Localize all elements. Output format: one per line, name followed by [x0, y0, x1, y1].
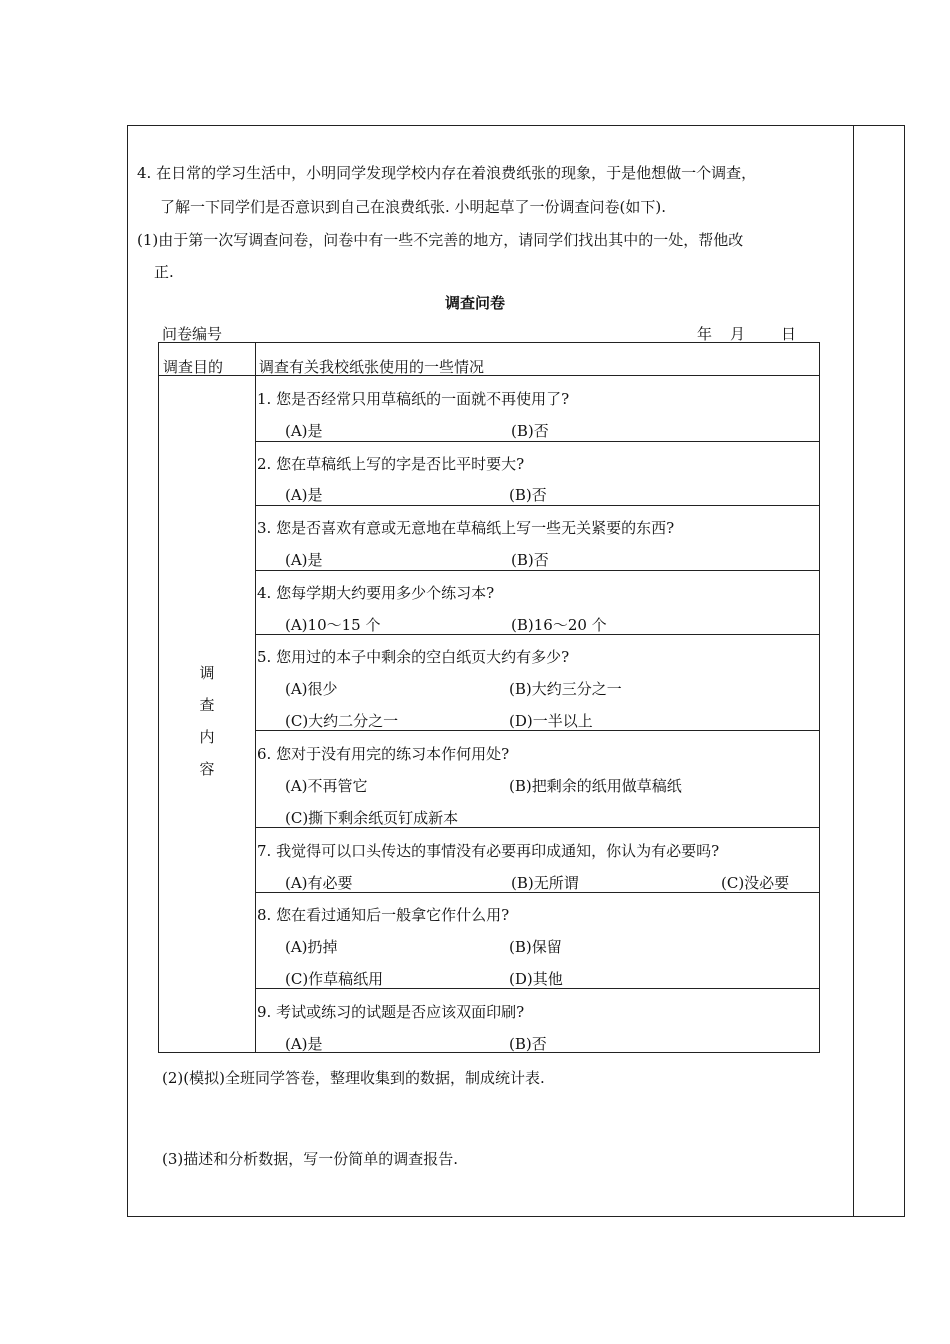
survey-title: 调查问卷 — [444, 294, 505, 312]
survey-number-label: 问卷编号 — [162, 325, 223, 343]
question-2-text: 2. 您在草稿纸上写的字是否比平时要大? — [257, 455, 525, 473]
question-1-text: 1. 您是否经常只用草稿纸的一面就不再使用了? — [257, 390, 570, 408]
question-5-option-d: (D)一半以上 — [509, 712, 593, 730]
part2-text: (2)(模拟)全班同学答卷，整理收集到的数据，制成统计表. — [162, 1069, 545, 1087]
question-7-text: 7. 我觉得可以口头传达的事情没有必要再印成通知，你认为有必要吗? — [257, 842, 720, 860]
purpose-label: 调查目的 — [163, 358, 224, 376]
question-5-option-b: (B)大约三分之一 — [509, 680, 622, 698]
part3-text: (3)描述和分析数据，写一份简单的调查报告. — [162, 1150, 459, 1168]
question-9-text: 9. 考试或练习的试题是否应该双面印刷? — [257, 1003, 525, 1021]
question-4-text: 4. 您每学期大约要用多少个练习本? — [257, 584, 495, 602]
table-row-divider — [255, 570, 819, 571]
question-1-option-b: (B)否 — [511, 422, 549, 440]
question-4-option-b: (B)16～20 个 — [511, 616, 607, 634]
question-intro-line-1: 4. 在日常的学习生活中，小明同学发现学校内存在着浪费纸张的现象，于是他想做一个调查， — [137, 164, 757, 182]
table-row-divider — [255, 441, 819, 442]
question-8-option-a: (A)扔掉 — [285, 938, 338, 956]
question-5-option-c: (C)大约二分之一 — [285, 712, 399, 730]
survey-table — [158, 342, 820, 1053]
question-6-option-b: (B)把剩余的纸用做草稿纸 — [509, 777, 682, 795]
question-1-option-a: (A)是 — [285, 422, 323, 440]
purpose-value: 调查有关我校纸张使用的一些情况 — [259, 358, 485, 376]
question-3-option-a: (A)是 — [285, 551, 323, 569]
question-6-option-a: (A)不再管它 — [285, 777, 368, 795]
question-8-option-d: (D)其他 — [509, 970, 563, 988]
part1-line-2: 正. — [154, 263, 174, 281]
table-row-divider — [255, 505, 819, 506]
table-column-divider — [255, 343, 256, 1052]
question-5-option-a: (A)很少 — [285, 680, 338, 698]
question-5-text: 5. 您用过的本子中剩余的空白纸页大约有多少? — [257, 648, 570, 666]
question-6-text: 6. 您对于没有用完的练习本作何用处? — [257, 745, 510, 763]
table-row-divider — [159, 375, 819, 376]
question-2-option-a: (A)是 — [285, 486, 323, 504]
question-intro-line-2: 了解一下同学们是否意识到自己在浪费纸张. 小明起草了一份调查问卷(如下). — [160, 198, 667, 216]
question-2-option-b: (B)否 — [509, 486, 547, 504]
survey-date-month: 月 — [730, 325, 746, 343]
question-7-option-c: (C)没必要 — [721, 874, 790, 892]
question-3-text: 3. 您是否喜欢有意或无意地在草稿纸上写一些无关紧要的东西? — [257, 519, 675, 537]
frame-divider — [853, 125, 854, 1217]
question-8-option-c: (C)作草稿纸用 — [285, 970, 384, 988]
question-9-option-a: (A)是 — [285, 1035, 323, 1053]
question-8-text: 8. 您在看过通知后一般拿它作什么用? — [257, 906, 510, 924]
content-label: 调 查 内 容 — [199, 664, 215, 778]
question-6-option-c: (C)撕下剩余纸页钉成新本 — [285, 809, 459, 827]
question-8-option-b: (B)保留 — [509, 938, 562, 956]
question-3-option-b: (B)否 — [511, 551, 549, 569]
part1-line-1: (1)由于第一次写调查问卷，问卷中有一些不完善的地方，请同学们找出其中的一处，帮他改 — [137, 231, 744, 249]
question-4-option-a: (A)10～15 个 — [285, 616, 381, 634]
question-7-option-a: (A)有必要 — [285, 874, 353, 892]
question-7-option-b: (B)无所谓 — [511, 874, 579, 892]
question-9-option-b: (B)否 — [509, 1035, 547, 1053]
survey-date-day: 日 — [781, 325, 797, 343]
survey-date-year: 年 — [697, 325, 713, 343]
